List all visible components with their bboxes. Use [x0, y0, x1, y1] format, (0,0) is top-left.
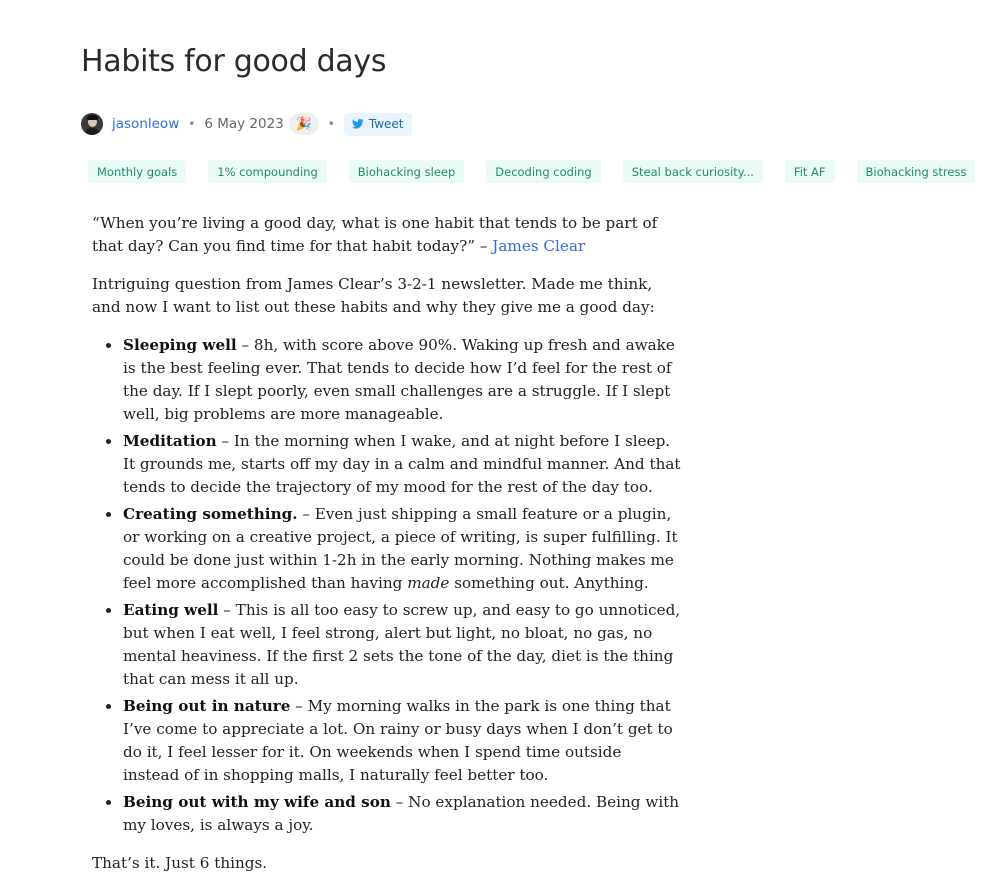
- list-item: [123, 791, 682, 837]
- outro-paragraph: That’s it. Just 6 things.: [92, 854, 268, 872]
- habit-title: Meditation: [123, 432, 217, 450]
- tag-fit-af[interactable]: Fit AF: [785, 160, 835, 183]
- page-title: Habits for good days: [81, 44, 387, 79]
- habit-list: [92, 334, 682, 837]
- tweet-button[interactable]: [344, 113, 413, 136]
- list-item: [123, 599, 682, 691]
- post-date: 6 May 2023: [204, 116, 284, 132]
- habit-title: Sleeping well: [123, 336, 237, 354]
- post-meta: [81, 112, 412, 136]
- tag-biohacking-stress[interactable]: Biohacking stress: [857, 160, 976, 183]
- twitter-bird-icon: [352, 119, 364, 129]
- habit-text: something out. Anything.: [449, 574, 649, 592]
- habit-emphasis: made: [407, 574, 450, 592]
- list-item: [123, 503, 682, 595]
- habit-text: – This is all too easy to screw up, and easy to go unnoticed, but when I eat well, I feel strong, alert but light, no bloat, no gas, no mental heaviness. If the first 2 sets the tone of the day, diet is the thing that can mess it all up.: [123, 601, 681, 688]
- habit-text: – No explanation needed. Being with my loves, is always a joy.: [123, 793, 680, 834]
- list-item: [123, 695, 682, 787]
- habit-title: Being out in nature: [123, 697, 291, 715]
- avatar[interactable]: [81, 113, 103, 135]
- tag-list: [88, 160, 975, 183]
- quote-paragraph: [92, 212, 682, 258]
- party-popper-icon: 🎉: [295, 116, 312, 132]
- quote-text: “When you’re living a good day, what is one habit that tends to be part of that day? Can you find time for that habit today?” –: [92, 214, 658, 255]
- intro-paragraph: Intriguing question from James Clear’s 3-2-1 newsletter. Made me think, and now I want to list out these habits and why they give me a good day:: [92, 275, 655, 316]
- habit-title: Creating something.: [123, 505, 298, 523]
- tag-biohacking-sleep[interactable]: Biohacking sleep: [349, 160, 465, 183]
- tag-decoding-coding[interactable]: Decoding coding: [486, 160, 600, 183]
- habit-title: Being out with my wife and son: [123, 793, 391, 811]
- habit-text: – My morning walks in the park is one thing that I’ve come to appreciate a lot. On rainy or busy days when I don’t get to do it, I feel lesser for it. On weekends when I spend time outside instead of in shopping malls, I naturally feel better too.: [123, 697, 673, 784]
- tag-steal-back-curiosity[interactable]: Steal back curiosity...: [623, 160, 763, 183]
- separator-dot: •: [188, 117, 196, 131]
- separator-dot: •: [327, 117, 335, 131]
- tag-monthly-goals[interactable]: Monthly goals: [88, 160, 186, 183]
- habit-text: – 8h, with score above 90%. Waking up fresh and awake is the best feeling ever. That tends to decide how I’d feel for the rest of the day. If I slept poorly, even small challenges are a struggle. If I slept well, big problems are more manageable.: [123, 336, 675, 423]
- habit-text: – In the morning when I wake, and at night before I sleep. It grounds me, starts off my day in a calm and mindful manner. And that tends to decide the trajectory of my mood for the rest of the day too.: [123, 432, 681, 496]
- habit-text: – Even just shipping a small feature or a plugin, or working on a creative project, a piece of writing, is super fulfilling. It could be done just within 1-2h in the early morning. Nothing makes me feel more accomplished than having: [123, 505, 678, 592]
- tag-compounding[interactable]: 1% compounding: [208, 160, 326, 183]
- habit-title: Eating well: [123, 601, 219, 619]
- post-body: [92, 212, 682, 890]
- author-link[interactable]: jasonleow: [112, 116, 180, 132]
- list-item: [123, 430, 682, 499]
- tweet-label: Tweet: [368, 117, 404, 131]
- reaction-button[interactable]: [289, 113, 319, 135]
- list-item: [123, 334, 682, 426]
- quote-author-link[interactable]: James Clear: [492, 237, 586, 255]
